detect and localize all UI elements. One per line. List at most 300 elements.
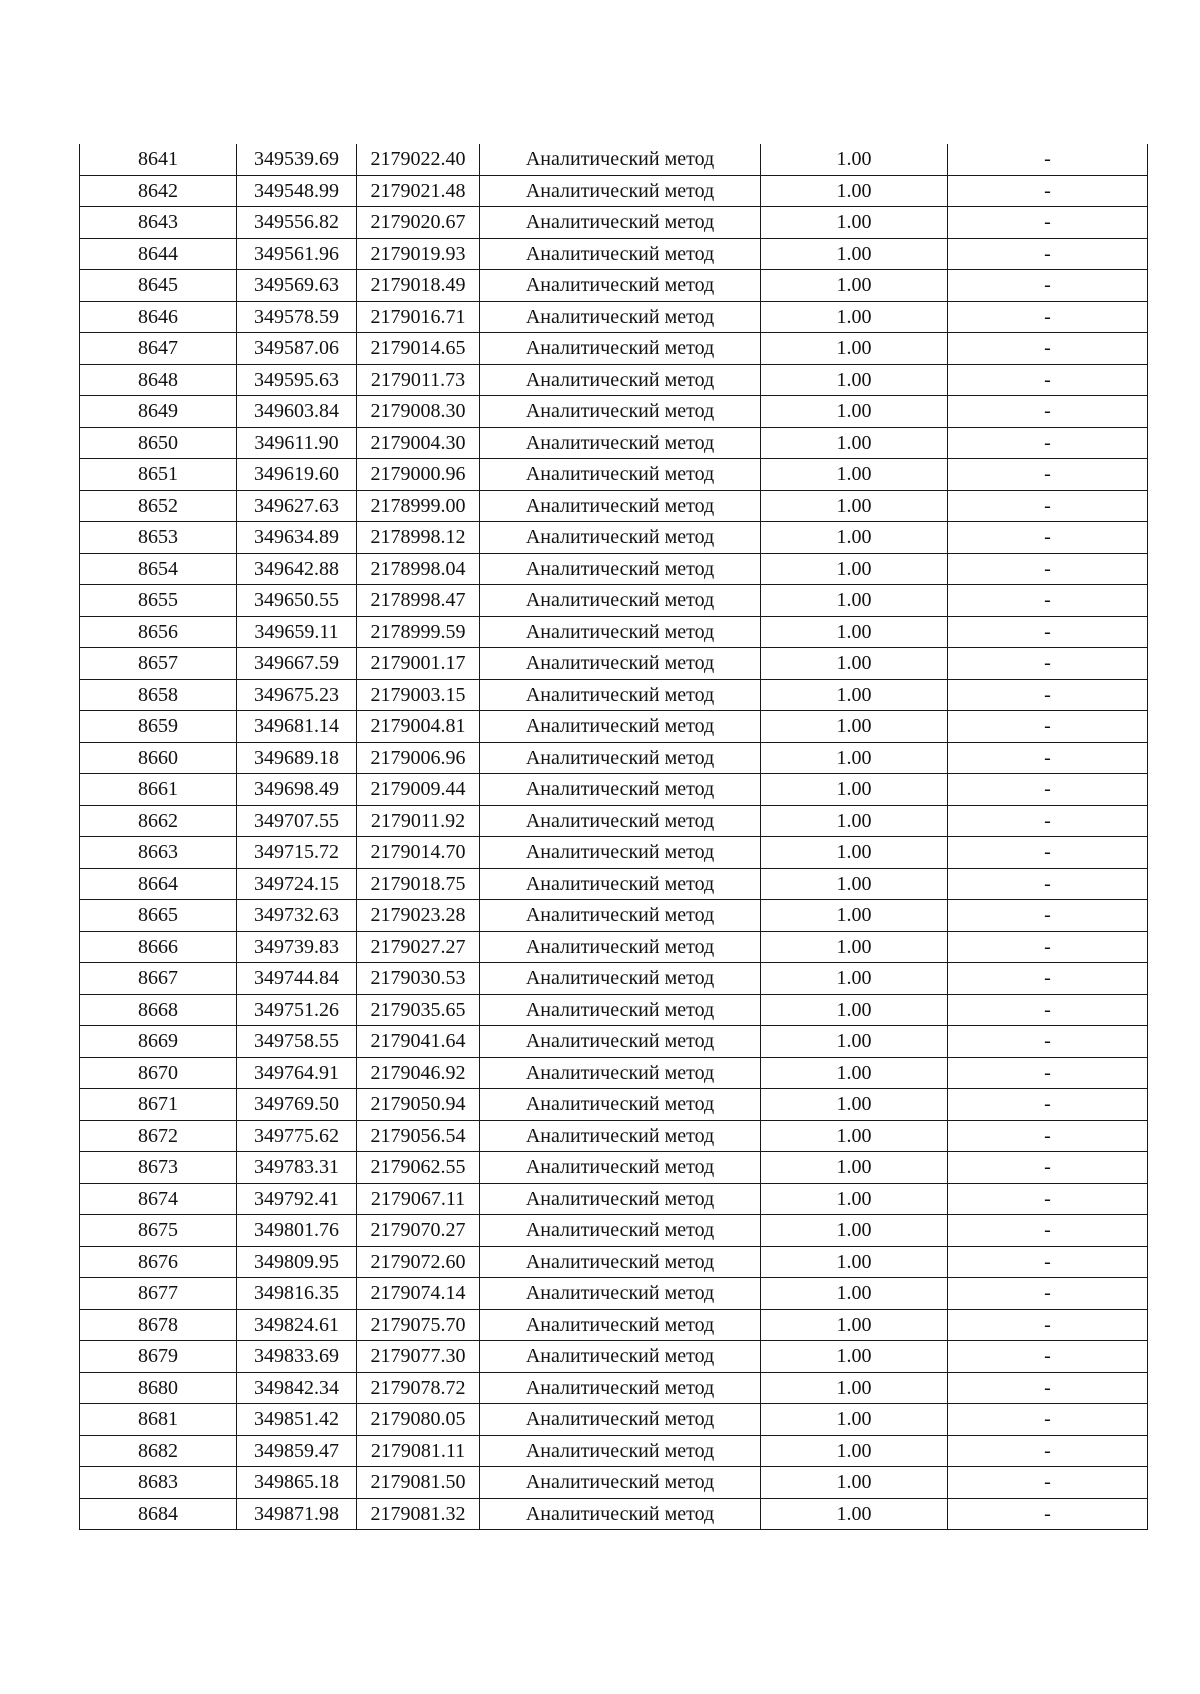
x-coordinate-cell: 349764.91	[237, 1057, 357, 1089]
point-number-cell: 8661	[80, 774, 237, 806]
y-coordinate-cell: 2179020.67	[357, 207, 480, 239]
accuracy-cell: 1.00	[761, 1498, 948, 1530]
point-number-cell: 8668	[80, 994, 237, 1026]
x-coordinate-cell: 349833.69	[237, 1341, 357, 1373]
table-row	[80, 1341, 1148, 1373]
x-coordinate-cell: 349569.63	[237, 270, 357, 302]
x-coordinate-cell: 349769.50	[237, 1089, 357, 1121]
note-cell: -	[948, 648, 1148, 680]
method-cell: Аналитический метод	[480, 459, 761, 491]
table-row	[80, 459, 1148, 491]
table-row	[80, 774, 1148, 806]
table-row	[80, 1404, 1148, 1436]
accuracy-cell: 1.00	[761, 648, 948, 680]
accuracy-cell: 1.00	[761, 207, 948, 239]
table-row	[80, 175, 1148, 207]
method-cell: Аналитический метод	[480, 931, 761, 963]
point-number-cell: 8654	[80, 553, 237, 585]
table-row	[80, 364, 1148, 396]
table-row	[80, 1183, 1148, 1215]
accuracy-cell: 1.00	[761, 868, 948, 900]
note-cell: -	[948, 396, 1148, 428]
note-cell: -	[948, 1435, 1148, 1467]
point-number-cell: 8660	[80, 742, 237, 774]
note-cell: -	[948, 900, 1148, 932]
note-cell: -	[948, 1372, 1148, 1404]
table-row	[80, 301, 1148, 333]
method-cell: Аналитический метод	[480, 1215, 761, 1247]
y-coordinate-cell: 2179062.55	[357, 1152, 480, 1184]
note-cell: -	[948, 301, 1148, 333]
y-coordinate-cell: 2179011.92	[357, 805, 480, 837]
x-coordinate-cell: 349561.96	[237, 238, 357, 270]
accuracy-cell: 1.00	[761, 585, 948, 617]
point-number-cell: 8642	[80, 175, 237, 207]
point-number-cell: 8680	[80, 1372, 237, 1404]
x-coordinate-cell: 349556.82	[237, 207, 357, 239]
table-row	[80, 742, 1148, 774]
table-row	[80, 1215, 1148, 1247]
coordinates-table	[79, 144, 1148, 1530]
x-coordinate-cell: 349801.76	[237, 1215, 357, 1247]
note-cell: -	[948, 1215, 1148, 1247]
note-cell: -	[948, 1278, 1148, 1310]
accuracy-cell: 1.00	[761, 805, 948, 837]
y-coordinate-cell: 2179027.27	[357, 931, 480, 963]
point-number-cell: 8653	[80, 522, 237, 554]
x-coordinate-cell: 349675.23	[237, 679, 357, 711]
coordinates-table-body	[80, 144, 1148, 1530]
y-coordinate-cell: 2179056.54	[357, 1120, 480, 1152]
accuracy-cell: 1.00	[761, 144, 948, 175]
accuracy-cell: 1.00	[761, 1309, 948, 1341]
method-cell: Аналитический метод	[480, 333, 761, 365]
x-coordinate-cell: 349783.31	[237, 1152, 357, 1184]
note-cell: -	[948, 427, 1148, 459]
point-number-cell: 8672	[80, 1120, 237, 1152]
method-cell: Аналитический метод	[480, 679, 761, 711]
note-cell: -	[948, 1498, 1148, 1530]
note-cell: -	[948, 1026, 1148, 1058]
point-number-cell: 8652	[80, 490, 237, 522]
table-row	[80, 207, 1148, 239]
accuracy-cell: 1.00	[761, 1183, 948, 1215]
note-cell: -	[948, 1057, 1148, 1089]
note-cell: -	[948, 522, 1148, 554]
method-cell: Аналитический метод	[480, 1435, 761, 1467]
note-cell: -	[948, 175, 1148, 207]
x-coordinate-cell: 349627.63	[237, 490, 357, 522]
y-coordinate-cell: 2179072.60	[357, 1246, 480, 1278]
table-row	[80, 1467, 1148, 1499]
table-row	[80, 396, 1148, 428]
method-cell: Аналитический метод	[480, 1278, 761, 1310]
table-row	[80, 1089, 1148, 1121]
x-coordinate-cell: 349809.95	[237, 1246, 357, 1278]
method-cell: Аналитический метод	[480, 1372, 761, 1404]
x-coordinate-cell: 349603.84	[237, 396, 357, 428]
x-coordinate-cell: 349707.55	[237, 805, 357, 837]
table-row	[80, 490, 1148, 522]
table-row	[80, 648, 1148, 680]
point-number-cell: 8676	[80, 1246, 237, 1278]
note-cell: -	[948, 774, 1148, 806]
table-row	[80, 1309, 1148, 1341]
y-coordinate-cell: 2179018.75	[357, 868, 480, 900]
x-coordinate-cell: 349698.49	[237, 774, 357, 806]
accuracy-cell: 1.00	[761, 1435, 948, 1467]
note-cell: -	[948, 994, 1148, 1026]
method-cell: Аналитический метод	[480, 396, 761, 428]
method-cell: Аналитический метод	[480, 837, 761, 869]
point-number-cell: 8650	[80, 427, 237, 459]
y-coordinate-cell: 2179004.30	[357, 427, 480, 459]
x-coordinate-cell: 349842.34	[237, 1372, 357, 1404]
point-number-cell: 8669	[80, 1026, 237, 1058]
table-row	[80, 868, 1148, 900]
table-row	[80, 1152, 1148, 1184]
y-coordinate-cell: 2179022.40	[357, 144, 480, 175]
note-cell: -	[948, 837, 1148, 869]
method-cell: Аналитический метод	[480, 1152, 761, 1184]
y-coordinate-cell: 2178999.59	[357, 616, 480, 648]
table-row	[80, 1057, 1148, 1089]
accuracy-cell: 1.00	[761, 742, 948, 774]
x-coordinate-cell: 349792.41	[237, 1183, 357, 1215]
accuracy-cell: 1.00	[761, 427, 948, 459]
note-cell: -	[948, 207, 1148, 239]
method-cell: Аналитический метод	[480, 238, 761, 270]
table-row	[80, 270, 1148, 302]
accuracy-cell: 1.00	[761, 1120, 948, 1152]
x-coordinate-cell: 349715.72	[237, 837, 357, 869]
y-coordinate-cell: 2178998.47	[357, 585, 480, 617]
method-cell: Аналитический метод	[480, 994, 761, 1026]
accuracy-cell: 1.00	[761, 1404, 948, 1436]
y-coordinate-cell: 2179019.93	[357, 238, 480, 270]
method-cell: Аналитический метод	[480, 1404, 761, 1436]
point-number-cell: 8657	[80, 648, 237, 680]
accuracy-cell: 1.00	[761, 490, 948, 522]
note-cell: -	[948, 1152, 1148, 1184]
y-coordinate-cell: 2178999.00	[357, 490, 480, 522]
x-coordinate-cell: 349548.99	[237, 175, 357, 207]
y-coordinate-cell: 2179014.70	[357, 837, 480, 869]
accuracy-cell: 1.00	[761, 900, 948, 932]
y-coordinate-cell: 2179018.49	[357, 270, 480, 302]
method-cell: Аналитический метод	[480, 207, 761, 239]
accuracy-cell: 1.00	[761, 1246, 948, 1278]
table-row	[80, 837, 1148, 869]
point-number-cell: 8681	[80, 1404, 237, 1436]
method-cell: Аналитический метод	[480, 1026, 761, 1058]
accuracy-cell: 1.00	[761, 774, 948, 806]
method-cell: Аналитический метод	[480, 553, 761, 585]
point-number-cell: 8678	[80, 1309, 237, 1341]
x-coordinate-cell: 349578.59	[237, 301, 357, 333]
note-cell: -	[948, 711, 1148, 743]
table-row	[80, 1120, 1148, 1152]
table-row	[80, 994, 1148, 1026]
y-coordinate-cell: 2178998.04	[357, 553, 480, 585]
point-number-cell: 8646	[80, 301, 237, 333]
accuracy-cell: 1.00	[761, 963, 948, 995]
method-cell: Аналитический метод	[480, 522, 761, 554]
y-coordinate-cell: 2179070.27	[357, 1215, 480, 1247]
note-cell: -	[948, 144, 1148, 175]
y-coordinate-cell: 2179006.96	[357, 742, 480, 774]
method-cell: Аналитический метод	[480, 648, 761, 680]
accuracy-cell: 1.00	[761, 1089, 948, 1121]
accuracy-cell: 1.00	[761, 1152, 948, 1184]
accuracy-cell: 1.00	[761, 301, 948, 333]
method-cell: Аналитический метод	[480, 900, 761, 932]
accuracy-cell: 1.00	[761, 1026, 948, 1058]
accuracy-cell: 1.00	[761, 1278, 948, 1310]
note-cell: -	[948, 1120, 1148, 1152]
method-cell: Аналитический метод	[480, 1341, 761, 1373]
method-cell: Аналитический метод	[480, 1246, 761, 1278]
table-row	[80, 427, 1148, 459]
point-number-cell: 8675	[80, 1215, 237, 1247]
note-cell: -	[948, 931, 1148, 963]
y-coordinate-cell: 2179078.72	[357, 1372, 480, 1404]
method-cell: Аналитический метод	[480, 585, 761, 617]
method-cell: Аналитический метод	[480, 301, 761, 333]
method-cell: Аналитический метод	[480, 144, 761, 175]
point-number-cell: 8656	[80, 616, 237, 648]
accuracy-cell: 1.00	[761, 1215, 948, 1247]
y-coordinate-cell: 2179081.50	[357, 1467, 480, 1499]
accuracy-cell: 1.00	[761, 616, 948, 648]
accuracy-cell: 1.00	[761, 1341, 948, 1373]
accuracy-cell: 1.00	[761, 994, 948, 1026]
x-coordinate-cell: 349851.42	[237, 1404, 357, 1436]
table-row	[80, 238, 1148, 270]
method-cell: Аналитический метод	[480, 868, 761, 900]
x-coordinate-cell: 349611.90	[237, 427, 357, 459]
y-coordinate-cell: 2179046.92	[357, 1057, 480, 1089]
method-cell: Аналитический метод	[480, 1120, 761, 1152]
y-coordinate-cell: 2179009.44	[357, 774, 480, 806]
y-coordinate-cell: 2179041.64	[357, 1026, 480, 1058]
note-cell: -	[948, 364, 1148, 396]
y-coordinate-cell: 2179008.30	[357, 396, 480, 428]
point-number-cell: 8674	[80, 1183, 237, 1215]
point-number-cell: 8663	[80, 837, 237, 869]
accuracy-cell: 1.00	[761, 364, 948, 396]
y-coordinate-cell: 2179074.14	[357, 1278, 480, 1310]
table-row	[80, 805, 1148, 837]
x-coordinate-cell: 349650.55	[237, 585, 357, 617]
y-coordinate-cell: 2179004.81	[357, 711, 480, 743]
accuracy-cell: 1.00	[761, 238, 948, 270]
accuracy-cell: 1.00	[761, 396, 948, 428]
y-coordinate-cell: 2178998.12	[357, 522, 480, 554]
table-row	[80, 1026, 1148, 1058]
note-cell: -	[948, 1467, 1148, 1499]
y-coordinate-cell: 2179023.28	[357, 900, 480, 932]
x-coordinate-cell: 349751.26	[237, 994, 357, 1026]
method-cell: Аналитический метод	[480, 427, 761, 459]
y-coordinate-cell: 2179000.96	[357, 459, 480, 491]
table-row	[80, 333, 1148, 365]
point-number-cell: 8651	[80, 459, 237, 491]
point-number-cell: 8673	[80, 1152, 237, 1184]
note-cell: -	[948, 553, 1148, 585]
note-cell: -	[948, 333, 1148, 365]
table-row	[80, 711, 1148, 743]
point-number-cell: 8665	[80, 900, 237, 932]
point-number-cell: 8662	[80, 805, 237, 837]
accuracy-cell: 1.00	[761, 175, 948, 207]
table-row	[80, 1278, 1148, 1310]
table-row	[80, 522, 1148, 554]
point-number-cell: 8679	[80, 1341, 237, 1373]
method-cell: Аналитический метод	[480, 805, 761, 837]
x-coordinate-cell: 349859.47	[237, 1435, 357, 1467]
point-number-cell: 8671	[80, 1089, 237, 1121]
note-cell: -	[948, 1341, 1148, 1373]
accuracy-cell: 1.00	[761, 270, 948, 302]
x-coordinate-cell: 349681.14	[237, 711, 357, 743]
table-row	[80, 679, 1148, 711]
x-coordinate-cell: 349739.83	[237, 931, 357, 963]
accuracy-cell: 1.00	[761, 679, 948, 711]
accuracy-cell: 1.00	[761, 553, 948, 585]
x-coordinate-cell: 349871.98	[237, 1498, 357, 1530]
y-coordinate-cell: 2179050.94	[357, 1089, 480, 1121]
table-row	[80, 1246, 1148, 1278]
method-cell: Аналитический метод	[480, 711, 761, 743]
x-coordinate-cell: 349816.35	[237, 1278, 357, 1310]
method-cell: Аналитический метод	[480, 1089, 761, 1121]
method-cell: Аналитический метод	[480, 1309, 761, 1341]
point-number-cell: 8648	[80, 364, 237, 396]
x-coordinate-cell: 349758.55	[237, 1026, 357, 1058]
method-cell: Аналитический метод	[480, 1183, 761, 1215]
x-coordinate-cell: 349732.63	[237, 900, 357, 932]
table-row	[80, 144, 1148, 175]
accuracy-cell: 1.00	[761, 1372, 948, 1404]
note-cell: -	[948, 1089, 1148, 1121]
y-coordinate-cell: 2179081.32	[357, 1498, 480, 1530]
x-coordinate-cell: 349775.62	[237, 1120, 357, 1152]
point-number-cell: 8643	[80, 207, 237, 239]
method-cell: Аналитический метод	[480, 742, 761, 774]
x-coordinate-cell: 349667.59	[237, 648, 357, 680]
y-coordinate-cell: 2179001.17	[357, 648, 480, 680]
method-cell: Аналитический метод	[480, 1498, 761, 1530]
point-number-cell: 8641	[80, 144, 237, 175]
point-number-cell: 8659	[80, 711, 237, 743]
note-cell: -	[948, 1246, 1148, 1278]
table-row	[80, 553, 1148, 585]
x-coordinate-cell: 349595.63	[237, 364, 357, 396]
x-coordinate-cell: 349744.84	[237, 963, 357, 995]
point-number-cell: 8677	[80, 1278, 237, 1310]
point-number-cell: 8664	[80, 868, 237, 900]
point-number-cell: 8683	[80, 1467, 237, 1499]
x-coordinate-cell: 349689.18	[237, 742, 357, 774]
method-cell: Аналитический метод	[480, 616, 761, 648]
x-coordinate-cell: 349642.88	[237, 553, 357, 585]
table-row	[80, 900, 1148, 932]
accuracy-cell: 1.00	[761, 1057, 948, 1089]
method-cell: Аналитический метод	[480, 963, 761, 995]
note-cell: -	[948, 868, 1148, 900]
note-cell: -	[948, 1183, 1148, 1215]
y-coordinate-cell: 2179011.73	[357, 364, 480, 396]
point-number-cell: 8666	[80, 931, 237, 963]
note-cell: -	[948, 585, 1148, 617]
x-coordinate-cell: 349587.06	[237, 333, 357, 365]
accuracy-cell: 1.00	[761, 333, 948, 365]
y-coordinate-cell: 2179003.15	[357, 679, 480, 711]
point-number-cell: 8644	[80, 238, 237, 270]
accuracy-cell: 1.00	[761, 711, 948, 743]
note-cell: -	[948, 1404, 1148, 1436]
table-row	[80, 585, 1148, 617]
y-coordinate-cell: 2179067.11	[357, 1183, 480, 1215]
method-cell: Аналитический метод	[480, 1467, 761, 1499]
y-coordinate-cell: 2179081.11	[357, 1435, 480, 1467]
point-number-cell: 8658	[80, 679, 237, 711]
method-cell: Аналитический метод	[480, 364, 761, 396]
x-coordinate-cell: 349634.89	[237, 522, 357, 554]
y-coordinate-cell: 2179075.70	[357, 1309, 480, 1341]
point-number-cell: 8649	[80, 396, 237, 428]
table-row	[80, 963, 1148, 995]
x-coordinate-cell: 349824.61	[237, 1309, 357, 1341]
accuracy-cell: 1.00	[761, 522, 948, 554]
point-number-cell: 8682	[80, 1435, 237, 1467]
note-cell: -	[948, 679, 1148, 711]
y-coordinate-cell: 2179077.30	[357, 1341, 480, 1373]
point-number-cell: 8655	[80, 585, 237, 617]
table-row	[80, 1372, 1148, 1404]
table-row	[80, 931, 1148, 963]
table-row	[80, 616, 1148, 648]
point-number-cell: 8667	[80, 963, 237, 995]
accuracy-cell: 1.00	[761, 459, 948, 491]
y-coordinate-cell: 2179035.65	[357, 994, 480, 1026]
x-coordinate-cell: 349539.69	[237, 144, 357, 175]
y-coordinate-cell: 2179080.05	[357, 1404, 480, 1436]
note-cell: -	[948, 963, 1148, 995]
method-cell: Аналитический метод	[480, 1057, 761, 1089]
y-coordinate-cell: 2179030.53	[357, 963, 480, 995]
note-cell: -	[948, 238, 1148, 270]
y-coordinate-cell: 2179021.48	[357, 175, 480, 207]
x-coordinate-cell: 349865.18	[237, 1467, 357, 1499]
table-row	[80, 1498, 1148, 1530]
method-cell: Аналитический метод	[480, 490, 761, 522]
point-number-cell: 8684	[80, 1498, 237, 1530]
method-cell: Аналитический метод	[480, 270, 761, 302]
accuracy-cell: 1.00	[761, 1467, 948, 1499]
point-number-cell: 8670	[80, 1057, 237, 1089]
method-cell: Аналитический метод	[480, 175, 761, 207]
x-coordinate-cell: 349724.15	[237, 868, 357, 900]
note-cell: -	[948, 805, 1148, 837]
point-number-cell: 8647	[80, 333, 237, 365]
table-row	[80, 1435, 1148, 1467]
method-cell: Аналитический метод	[480, 774, 761, 806]
x-coordinate-cell: 349659.11	[237, 616, 357, 648]
point-number-cell: 8645	[80, 270, 237, 302]
note-cell: -	[948, 490, 1148, 522]
